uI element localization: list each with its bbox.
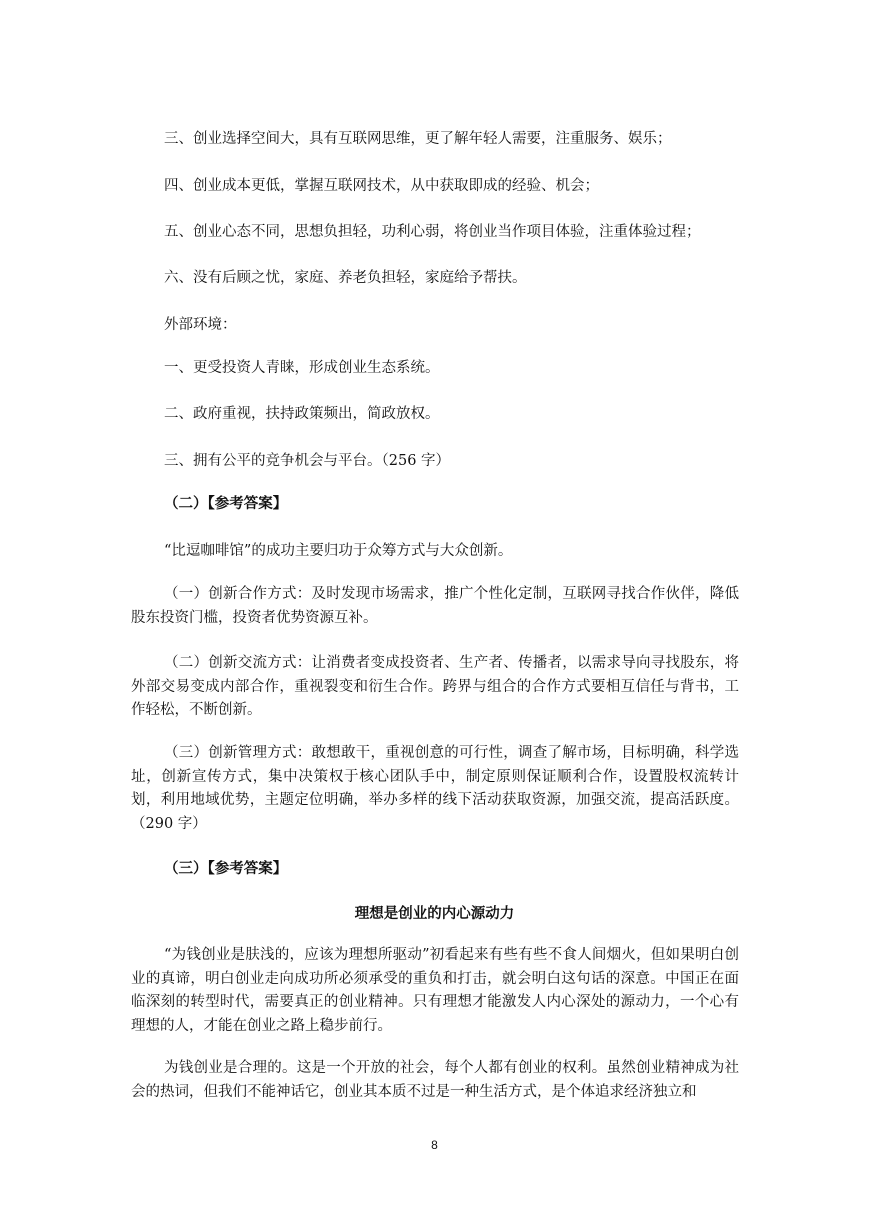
page-number: 8 [431, 1138, 438, 1152]
external-environment-label: 外部环境： [164, 317, 237, 333]
list-item-internal-3: 三、创业选择空间大，具有互联网思维，更了解年轻人需要，注重服务、娱乐； [164, 131, 672, 147]
list-item-internal-4: 四、创业成本更低，掌握互联网技术，从中获取即成的经验、机会； [164, 178, 599, 194]
essay-paragraph-1: “为钱创业是肤浅的，应该为理想所驱动”初看起来有些有些不食人间烟火，但如果明白创业的真谛，明白创业走向成功所必须承受的重负和打击，就会明白这句话的深意。中国正在面临深刻的转型时代，需要真正的创业精神。只有理想才能激发人内心深处的源动力，一个心有理想的人，才能在创业之路上稳步前行。 [131, 947, 739, 1034]
section-3-heading: （三）【参考答案】 [164, 861, 288, 877]
essay-paragraph-2: 为钱创业是合理的。这是一个开放的社会，每个人都有创业的权利。虽然创业精神成为社会的热词，但我们不能神话它，创业其本质不过是一种生活方式，是个体追求经济独立和 [131, 1060, 739, 1100]
list-item-external-3: 三、拥有公平的竞争机会与平台。（256 字） [164, 453, 451, 469]
section-2-point-2: （二）创新交流方式：让消费者变成投资者、生产者、传播者，以需求导向寻找股东，将外部交易变成内部合作，重视裂变和衍生合作。跨界与组合的合作方式要相互信任与背书，工作轻松，不断创新。 [131, 655, 739, 718]
essay-title: 理想是创业的内心源动力 [354, 906, 515, 922]
list-item-internal-5: 五、创业心态不同，思想负担轻，功利心弱，将创业当作项目体验，注重体验过程； [164, 224, 701, 240]
list-item-external-2: 二、政府重视，扶持政策频出，简政放权。 [164, 406, 440, 422]
list-item-internal-6: 六、没有后顾之忧，家庭、养老负担轻，家庭给予帮扶。 [164, 270, 527, 286]
section-2-point-1: （一）创新合作方式：及时发现市场需求，推广个性化定制，互联网寻找合作伙伴，降低股东投资门槛，投资者优势资源互补。 [131, 586, 739, 626]
list-item-external-1: 一、更受投资人青睐，形成创业生态系统。 [164, 360, 440, 376]
section-2-point-3: （三）创新管理方式：敢想敢干，重视创意的可行性，调查了解市场，目标明确，科学选址，创新宣传方式，集中决策权于核心团队手中，制定原则保证顺利合作，设置股权流转计划，利用地域优势，主题定位明确，举办多样的线下活动获取资源，加强交流，提高活跃度。（290 字） [131, 745, 739, 832]
section-2-intro: “比逗咖啡馆”的成功主要归功于众筹方式与大众创新。 [164, 543, 513, 559]
section-2-heading: （二）【参考答案】 [164, 496, 288, 512]
